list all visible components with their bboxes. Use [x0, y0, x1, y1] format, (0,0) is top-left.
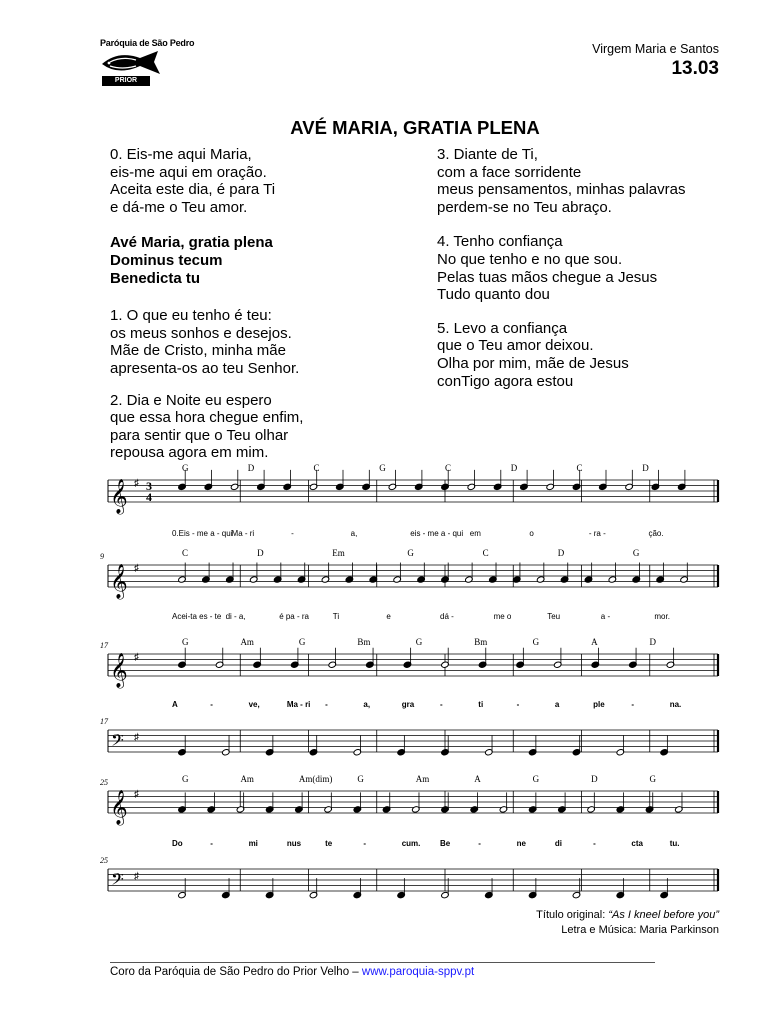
measure-number: 9	[100, 552, 104, 561]
song-title: AVÉ MARIA, GRATIA PLENA	[290, 117, 540, 138]
chord-symbol: A	[474, 774, 481, 784]
key-signature-sharp-icon: ♯	[134, 478, 139, 489]
chord-symbol: C	[445, 463, 452, 473]
lyric-line: 0. Eis-me aqui Maria,	[110, 146, 252, 163]
stanza-4	[437, 233, 685, 303]
lyric-syllable: - ra -	[588, 529, 606, 538]
fish-boat-icon	[100, 48, 166, 78]
lyric-syllable: eis - me a - qui	[410, 529, 464, 538]
lyric-syllable: -	[631, 700, 635, 709]
original-title-line	[536, 908, 719, 923]
lyric-syllable: Ma - ri	[231, 529, 255, 538]
lyric-line: conTigo agora estou	[437, 372, 574, 390]
lyric-syllable: -	[593, 839, 596, 848]
chord-symbol: G	[415, 637, 423, 647]
lyric-syllable: cum.	[401, 839, 421, 848]
lyric-syllable: -	[210, 839, 213, 848]
song-number: 13.03	[671, 58, 719, 79]
credits	[536, 908, 719, 938]
treble-clef-icon: 𝄞	[110, 654, 128, 687]
category-label: Virgem Maria e Santos	[592, 42, 719, 56]
chord-symbol: C	[576, 463, 583, 473]
lyric-line: os meus sonhos e desejos.	[110, 324, 292, 342]
footer-text: Coro da Paróquia de São Pedro do Prior Velho –	[110, 966, 362, 978]
lyric-syllable: -	[363, 839, 367, 848]
chord-symbol: D	[591, 774, 598, 784]
lyric-syllable: di	[554, 839, 562, 848]
sheet-music	[100, 458, 720, 908]
lyrics-right-column	[437, 146, 685, 390]
lyric-syllable: a,	[350, 529, 358, 538]
lyric-line: 5. Levo a confiança	[437, 319, 568, 337]
website-link[interactable]: www.paroquia-sppv.pt	[361, 966, 475, 978]
lyric-syllable: a,	[363, 700, 371, 709]
lyric-line: para sentir que o Teu olhar	[110, 426, 289, 444]
stanza-3	[437, 146, 685, 216]
lyric-line: 2. Dia e Noite eu espero	[110, 391, 272, 409]
chord-symbol: Am	[415, 774, 430, 784]
lyric-line: perdem-se no Teu abraço.	[437, 198, 612, 216]
time-signature-top: 3	[146, 479, 152, 493]
chord-symbol: Bm	[474, 637, 488, 647]
lyric-syllable: Ma - ri	[286, 700, 311, 709]
lyric-syllable: ne	[516, 839, 526, 848]
lyric-syllable: Do	[172, 839, 183, 848]
original-title-label: Título original:	[536, 909, 606, 921]
lyric-line: Mãe de Cristo, minha mãe	[110, 342, 286, 360]
stanza-0	[110, 146, 303, 216]
stanza-1	[110, 307, 303, 377]
lyric-line: Aceita este dia, é para Ti	[110, 181, 276, 199]
chord-symbol: Em	[332, 548, 345, 558]
lyric-syllable: Teu	[547, 612, 561, 621]
lyric-line: repousa agora em mim.	[110, 444, 269, 462]
chord-symbol: D	[642, 463, 649, 473]
chord-symbol: Bm	[357, 637, 371, 647]
key-signature-sharp-icon: ♯	[134, 563, 139, 574]
lyric-syllable: me o	[493, 612, 512, 621]
measure-number: 25	[100, 856, 108, 865]
original-title: “As I kneel before you”	[608, 909, 719, 921]
footer-divider	[110, 962, 655, 963]
lyric-syllable: gra	[401, 700, 415, 709]
lyric-syllable: dá -	[440, 612, 454, 621]
lyric-syllable: -	[210, 700, 213, 709]
lyric-line: meus pensamentos, minhas palavras	[437, 181, 686, 199]
chord-symbol: G	[649, 774, 657, 784]
refrain-line: Avé Maria, gratia plena	[110, 234, 273, 252]
lyric-line: Pelas tuas mãos chegue a Jesus	[437, 268, 658, 286]
lyric-line: com a face sorridente	[437, 163, 582, 181]
treble-clef-icon: 𝄞	[110, 791, 128, 824]
lyric-syllable: na.	[669, 700, 682, 709]
measure-number: 17	[100, 641, 108, 650]
stanza-2	[110, 392, 303, 462]
lyric-syllable: o	[529, 529, 534, 538]
measure-number: 17	[100, 717, 108, 726]
logo-title: Paróquia de São Pedro	[100, 38, 195, 48]
time-signature-bottom: 4	[146, 490, 152, 504]
chord-symbol: D	[557, 548, 565, 558]
lyric-line: eis-me aqui em oração.	[110, 163, 267, 181]
chord-symbol: G	[182, 637, 189, 647]
refrain	[110, 234, 303, 287]
chord-symbol: C	[482, 548, 489, 558]
lyric-syllable: tu.	[669, 839, 680, 848]
logo-subtitle: PRIOR VELHO	[102, 76, 150, 86]
chord-symbol: C	[313, 463, 320, 473]
author-line: Letra e Música: Maria Parkinson	[561, 924, 719, 936]
lyric-line: que o Teu amor deixou.	[437, 337, 594, 355]
lyric-line: e dá-me o Teu amor.	[110, 198, 248, 216]
lyric-syllable: Acei-ta es - te	[172, 612, 222, 621]
chord-symbol: D	[257, 548, 264, 558]
lyric-syllable: ple	[593, 700, 605, 709]
lyric-syllable: di - a,	[225, 612, 246, 621]
treble-clef-icon: 𝄞	[110, 565, 128, 598]
lyric-syllable: cta	[631, 839, 643, 848]
lyric-syllable: ti	[478, 700, 484, 709]
lyric-syllable: -	[291, 529, 294, 538]
chord-symbol: A	[591, 637, 598, 647]
lyric-syllable: Ti	[332, 612, 340, 621]
chord-symbol: D	[510, 463, 518, 473]
chord-symbol: C	[182, 548, 189, 558]
bass-clef-icon: 𝄢	[111, 871, 124, 893]
measure-number: 25	[100, 778, 108, 787]
chord-symbol: Am	[240, 637, 254, 647]
lyric-syllable: em	[469, 529, 481, 538]
lyric-line: Tudo quanto dou	[437, 286, 550, 304]
lyric-line: 4. Tenho confiança	[437, 233, 563, 251]
key-signature-sharp-icon: ♯	[134, 732, 139, 743]
chord-symbol: D	[649, 637, 657, 647]
chord-symbol: G	[182, 774, 189, 784]
lyric-syllable: -	[516, 700, 520, 709]
refrain-line: Benedicta tu	[110, 269, 201, 287]
lyric-syllable: nus	[286, 839, 302, 848]
lyric-syllable: 0.Eis - me a - qui	[172, 529, 233, 538]
lyric-line: 1. O que eu tenho é teu:	[110, 307, 272, 325]
chord-symbol: Am(dim)	[298, 774, 333, 784]
lyric-line: apresenta-os ao teu Senhor.	[110, 359, 300, 377]
treble-clef-icon: 𝄞	[110, 480, 128, 513]
chord-symbol: G	[379, 463, 386, 473]
chord-symbol: G	[532, 637, 540, 647]
chord-symbol: D	[247, 463, 255, 473]
key-signature-sharp-icon: ♯	[134, 871, 139, 882]
stanza-5	[437, 320, 685, 390]
lyric-line: No que tenho e no que sou.	[437, 250, 623, 268]
parish-logo	[100, 38, 195, 94]
lyric-line: 3. Diante de Ti,	[437, 146, 538, 163]
lyric-syllable: a -	[600, 612, 611, 621]
key-signature-sharp-icon: ♯	[134, 652, 139, 663]
chord-symbol: G	[357, 774, 364, 784]
refrain-line: Dominus tecum	[110, 251, 223, 269]
lyric-syllable: -	[325, 700, 328, 709]
lyric-syllable: a	[554, 700, 560, 709]
lyric-syllable: -	[478, 839, 481, 848]
lyric-syllable: mor.	[654, 612, 670, 621]
lyric-syllable: te	[325, 839, 333, 848]
lyric-line: que essa hora chegue enfim,	[110, 409, 304, 427]
chord-symbol: G	[532, 774, 540, 784]
lyric-syllable: A	[172, 700, 178, 709]
lyric-syllable: -	[440, 700, 443, 709]
lyric-syllable: e	[386, 612, 391, 621]
lyric-syllable: ve,	[248, 700, 260, 709]
chord-symbol: G	[298, 637, 306, 647]
lyric-syllable: mi	[248, 839, 258, 848]
lyric-syllable: Be	[440, 839, 451, 848]
chord-symbol: G	[632, 548, 640, 558]
lyric-syllable: ção.	[648, 529, 664, 538]
chord-symbol: Am	[240, 774, 254, 784]
lyrics-left-column	[110, 146, 303, 462]
chord-symbol: G	[407, 548, 414, 558]
footer	[110, 966, 474, 978]
chord-symbol: G	[182, 463, 189, 473]
bass-clef-icon: 𝄢	[111, 732, 124, 754]
key-signature-sharp-icon: ♯	[134, 789, 139, 800]
lyric-line: Olha por mim, mãe de Jesus	[437, 354, 629, 372]
lyric-syllable: é pa - ra	[279, 612, 309, 621]
